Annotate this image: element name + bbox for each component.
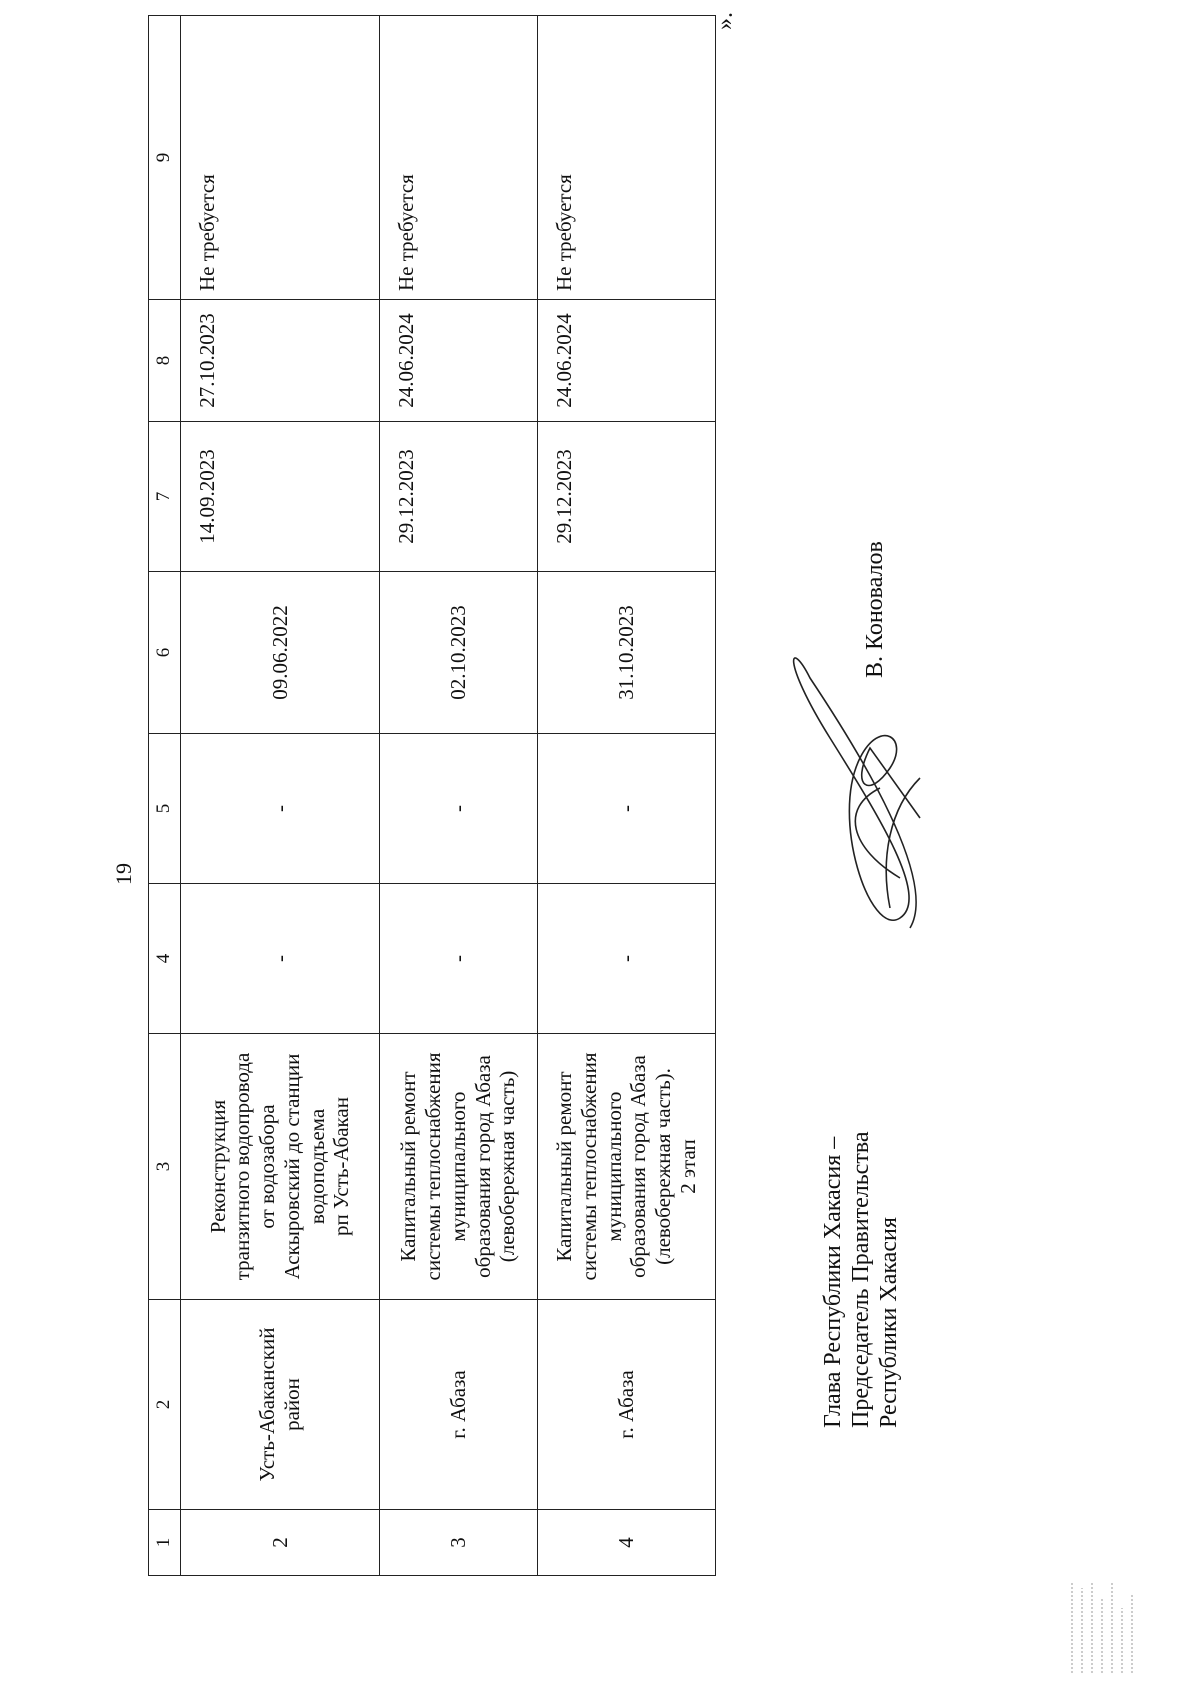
table-header-cell: 3 — [149, 1034, 181, 1300]
object-cell: Капитальный ремонт системы теплоснабжения муниципального образования город Абаза (левобережная часть) — [379, 1034, 537, 1300]
table-header-cell: 2 — [149, 1300, 181, 1510]
table-cell: - — [180, 884, 379, 1034]
table-row — [180, 16, 379, 1576]
table-row — [537, 16, 715, 1576]
table-header-cell: 6 — [149, 572, 181, 734]
table-cell: - — [379, 884, 537, 1034]
signer-name: В. Коновалов — [862, 541, 888, 678]
table-cell: - — [537, 884, 715, 1034]
table-cell: - — [537, 734, 715, 884]
handwritten-signature — [790, 638, 940, 938]
table-cell: - — [180, 734, 379, 884]
status-cell: Не требуется — [180, 16, 379, 300]
status-cell: Не требуется — [379, 16, 537, 300]
row-number: 4 — [537, 1510, 715, 1576]
page-number: 19 — [111, 863, 136, 885]
stamp-icon — [1062, 1578, 1152, 1678]
table-header-cell: 5 — [149, 734, 181, 884]
table-header-cell: 8 — [149, 300, 181, 422]
date-cell: 09.06.2022 — [180, 572, 379, 734]
row-number: 3 — [379, 1510, 537, 1576]
closing-quote: ». — [712, 12, 738, 30]
data-table — [148, 15, 716, 1576]
table-header-row — [149, 16, 181, 1576]
date-cell: 02.10.2023 — [379, 572, 537, 734]
date-cell: 29.12.2023 — [379, 422, 537, 572]
object-cell: Реконструкция транзитного водопровода от водозабора Аскыровский до станции водоподъема рп Усть-Абакан — [180, 1034, 379, 1300]
signer-position: Глава Республики Хакасия – Председатель Правительства Республики Хакасия — [820, 1131, 902, 1428]
object-cell: Капитальный ремонт системы теплоснабжения муниципального образования город Абаза (левобережная часть). 2 этап — [537, 1034, 715, 1300]
table-row — [379, 16, 537, 1576]
row-number: 2 — [180, 1510, 379, 1576]
date-cell: 27.10.2023 — [180, 300, 379, 422]
status-cell: Не требуется — [537, 16, 715, 300]
table-header-cell: 1 — [149, 1510, 181, 1576]
date-cell: 29.12.2023 — [537, 422, 715, 572]
date-cell: 24.06.2024 — [537, 300, 715, 422]
table-header-cell: 4 — [149, 884, 181, 1034]
date-cell: 14.09.2023 — [180, 422, 379, 572]
table-cell: - — [379, 734, 537, 884]
territory-cell: г. Абаза — [537, 1300, 715, 1510]
date-cell: 31.10.2023 — [537, 572, 715, 734]
territory-cell: г. Абаза — [379, 1300, 537, 1510]
table-header-cell: 7 — [149, 422, 181, 572]
table-header-cell: 9 — [149, 16, 181, 300]
date-cell: 24.06.2024 — [379, 300, 537, 422]
territory-cell: Усть-Абаканский район — [180, 1300, 379, 1510]
